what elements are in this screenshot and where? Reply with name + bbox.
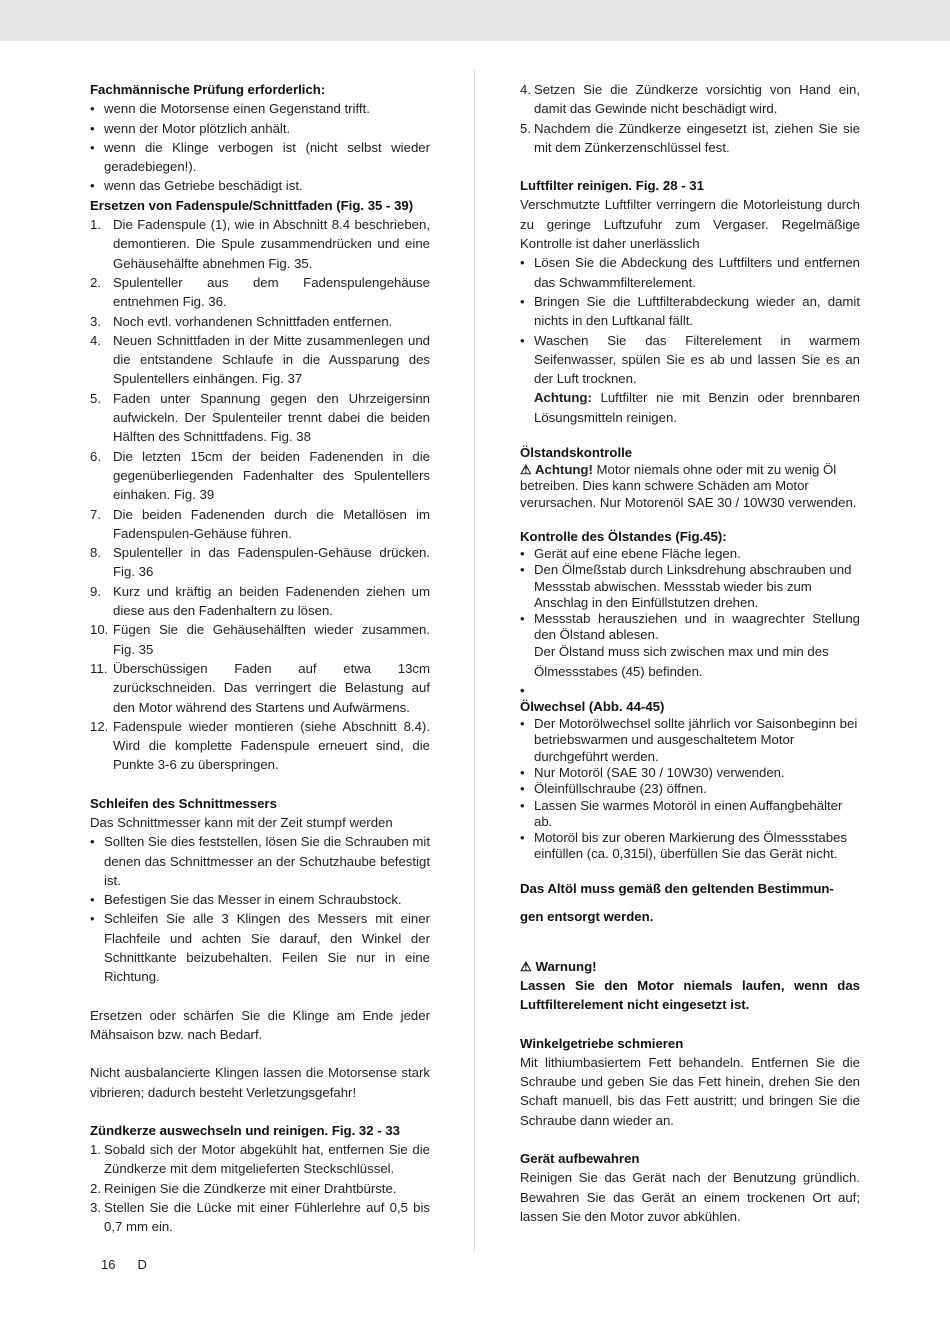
disposal-line-2: gen entsorgt werden.: [520, 908, 654, 924]
list-item: • Bringen Sie die Luftfilterabdeckung wieder an, damit nichts in den Luftkanal fällt.: [520, 293, 860, 329]
oilcheck-list: [520, 546, 860, 644]
bullet-marker: •: [520, 611, 525, 627]
gear-text: Mit lithiumbasiertem Fett behandeln. Entfernen Sie die Schraube und geben Sie das Fett hinein, drehen Sie den Schaft manuell, bis das Fett austritt; und bringen Sie die Schraube dann wieder an.: [520, 1054, 860, 1128]
list-item: • Öleinfüllschraube (23) öffnen.: [520, 781, 707, 797]
storage-text: Reinigen Sie das Gerät nach der Benutzung gründlich. Bewahren Sie das Gerät an einem trockenen Ort auf; lassen Sie den Motor zuvor abkühlen.: [520, 1170, 860, 1224]
column-divider: [474, 70, 475, 1252]
warning-heading: ⚠ Warnung!: [520, 958, 597, 974]
oilcheck-extra-1: Der Ölstand muss sich zwischen max und min des: [534, 643, 829, 659]
plug-steps-continued: [520, 80, 860, 157]
list-item: 1. Sobald sich der Motor abgekühlt hat, entfernen Sie die Zündkerze mit dem mitgelieferten Steckschlüssel.: [90, 1142, 430, 1177]
sharpen-intro: Das Schnittmesser kann mit der Zeit stumpf werden: [90, 814, 393, 830]
list-item: 3. Stellen Sie die Lücke mit einer Fühlerlehre auf 0,5 bis 0,7 mm ein.: [90, 1200, 430, 1235]
bullet-marker: •: [90, 101, 95, 117]
page-number: 16: [101, 1257, 116, 1272]
disposal-line-1: Das Altöl muss gemäß den geltenden Bestimmun-: [520, 880, 834, 896]
bullet-marker: •: [90, 139, 95, 155]
list-item: 3. Noch evtl. vorhandenen Schnittfaden entfernen.: [90, 313, 393, 329]
left-column: [90, 80, 430, 1237]
list-item: 8. Spulenteller in das Fadenspulen-Gehäuse drücken. Fig. 36: [90, 545, 430, 580]
bullet-marker: •: [520, 716, 525, 732]
list-item: 12. Fadenspule wieder montieren (siehe Abschnitt 8.4). Wird die komplette Fadenspule erneuert sind, die Punkte 3-6 zu überspringen.: [90, 718, 430, 773]
bullet-marker: •: [90, 178, 95, 194]
bullet-marker: •: [90, 834, 95, 850]
airfilter-list: [520, 253, 860, 388]
list-item: • wenn die Klinge verbogen ist (nicht selbst wieder geradebiegen!).: [90, 139, 430, 175]
list-item: 5. Faden unter Spannung gegen den Uhrzeigersinn aufwickeln. Der Spulenteiler trennt dabei die beiden Hälften des Schnittfadens. Fig. 38: [90, 390, 430, 445]
list-item: 2. Spulenteller aus dem Fadenspulengehäuse entnehmen Fig. 36.: [90, 274, 430, 310]
sharpen-para-2: Nicht ausbalancierte Klingen lassen die Motorsense stark vibrieren; dadurch besteht Verletzungsgefahr!: [90, 1065, 430, 1100]
bullet-marker: •: [520, 781, 525, 797]
bullet-marker: •: [520, 293, 525, 309]
oilcheck-extra-2: Ölmessstabes (45) befinden.: [534, 664, 703, 680]
airfilter-heading: Luftfilter reinigen. Fig. 28 - 31: [520, 178, 704, 194]
bullet-marker: •: [90, 120, 95, 136]
check-list: [90, 99, 430, 195]
list-item: • wenn der Motor plötzlich anhält.: [90, 119, 430, 138]
oillevel-heading: Ölstandskontrolle: [520, 445, 633, 461]
bullet-marker: •: [520, 332, 525, 348]
warning-icon: ⚠: [520, 958, 532, 974]
sharpen-heading: Schleifen des Schnittmessers: [90, 795, 277, 811]
gear-heading: Winkelgetriebe schmieren: [520, 1035, 684, 1051]
empty-bullet: •: [520, 683, 525, 699]
sharpen-list: [90, 832, 430, 986]
bullet-marker: •: [520, 562, 525, 578]
list-item: • Nur Motoröl (SAE 30 / 10W30) verwenden.: [520, 764, 785, 780]
list-item: • Den Ölmeßstab durch Linksdrehung abschrauben und Messstab abwischen. Messstab wieder bis zum Anschlag in den Einfüllstutzen drehen.: [520, 562, 852, 610]
bullet-marker: •: [520, 255, 525, 271]
list-item: • Befestigen Sie das Messer in einem Schraubstock.: [90, 890, 430, 909]
page-footer: [101, 1257, 169, 1272]
list-item: • wenn die Motorsense einen Gegenstand trifft.: [90, 99, 430, 118]
list-item: 5. Nachdem die Zündkerze eingesetzt ist, ziehen Sie sie mit dem Zünkerzenschlüssel fest.: [520, 120, 860, 155]
list-item: • Gerät auf eine ebene Fläche legen.: [520, 545, 741, 561]
list-item: 4. Setzen Sie die Zündkerze vorsichtig von Hand ein, damit das Gewinde nicht beschädigt wird.: [520, 82, 860, 117]
oilchange-heading: Ölwechsel (Abb. 44-45): [520, 699, 665, 715]
list-item: • wenn das Getriebe beschädigt ist.: [90, 176, 430, 195]
list-item: 10. Fügen Sie die Gehäusehälften wieder zusammen. Fig. 35: [90, 622, 430, 657]
plug-steps: [90, 1140, 430, 1236]
list-item: • Lassen Sie warmes Motoröl in einen Auffangbehälter ab.: [520, 797, 843, 829]
spool-steps: [90, 215, 430, 775]
warning-icon: ⚠: [520, 462, 532, 478]
storage-heading: Gerät aufbewahren: [520, 1151, 640, 1167]
bullet-marker: •: [90, 911, 95, 927]
top-bar: [0, 0, 950, 41]
oilcheck-heading: Kontrolle des Ölstandes (Fig.45):: [520, 528, 727, 544]
list-item: • Messstab herausziehen und in waagrechter Stellung den Ölstand ablesen.: [520, 611, 860, 643]
plug-heading: Zündkerze auswechseln und reinigen. Fig. 32 - 33: [90, 1122, 400, 1138]
right-column: [520, 80, 860, 1226]
oillevel-warning: ⚠ Achtung! Motor niemals ohne oder mit zu wenig Öl betreiben. Dies kann schwere Schäden am Motor verursachen. Nur Motorenöl SAE 30 / 10W30 verwenden.: [520, 462, 857, 510]
sharpen-para-1: Ersetzen oder schärfen Sie die Klinge am Ende jeder Mähsaison bzw. nach Bedarf.: [90, 1007, 430, 1042]
airfilter-intro: Verschmutzte Luftfilter verringern die Motorleistung durch zu geringe Luftzufuhr zum Vergaser. Regelmäßige Kontrolle ist daher unerlässlich: [520, 197, 860, 252]
list-item: 11. Überschüssigen Faden auf etwa 13cm zurückschneiden. Das verringert die Belastung auf den Motor während des Startens und Aufwärmens.: [90, 660, 430, 715]
list-item: • Sollten Sie dies feststellen, lösen Sie die Schrauben mit denen das Schnittmesser an der Schutzhaube befestigt ist.: [90, 834, 430, 888]
list-item: • Waschen Sie das Filterelement in warmem Seifenwasser, spülen Sie es ab und lassen Sie es an der Luft trocknen.: [520, 332, 860, 387]
list-item: 1. Die Fadenspule (1), wie in Abschnitt 8.4 beschrieben, demontieren. Die Spule zusammendrücken und eine Gehäusehälfte abnehmen Fig. 35.: [90, 217, 430, 271]
bullet-marker: •: [90, 892, 95, 908]
bullet-marker: •: [520, 797, 525, 813]
airfilter-note: Achtung: Luftfilter nie mit Benzin oder brennbaren Lösungsmitteln reinigen.: [534, 390, 860, 425]
list-item: 9. Kurz und kräftig an beiden Fadenenden ziehen um diese aus den Fadenhaltern zu lösen.: [90, 583, 430, 619]
list-item: 2. Reinigen Sie die Zündkerze mit einer Drahtbürste.: [90, 1180, 397, 1196]
spool-heading: Ersetzen von Fadenspule/Schnittfaden (Fig. 35 - 39): [90, 197, 414, 213]
language-code: D: [137, 1257, 147, 1272]
bullet-marker: •: [520, 830, 525, 846]
list-item: • Motoröl bis zur oberen Markierung des Ölmessstabes einfüllen (ca. 0,315l), überfüllen Sie das Gerät nicht.: [520, 830, 847, 862]
list-item: 4. Neuen Schnittfaden in der Mitte zusammenlegen und die entstandene Schlaufe in die Aussparung des Spulentellers einhängen. Fig. 37: [90, 332, 430, 387]
list-item: • Der Motorölwechsel sollte jährlich vor Saisonbeginn bei betriebswarmen und ausgeschaltetem Motor durchgeführt werden.: [520, 716, 858, 764]
oilchange-list: [520, 716, 860, 863]
bullet-marker: •: [520, 545, 525, 561]
warning-text: Lassen Sie den Motor niemals laufen, wenn das Luftfilterelement nicht eingesetzt ist.: [520, 977, 860, 1013]
list-item: 7. Die beiden Fadenenden durch die Metallösen im Fadenspulen-Gehäuse führen.: [90, 506, 430, 541]
list-item: • Schleifen Sie alle 3 Klingen des Messers mit einer Flachfeile und achten Sie darauf, den Winkel der Schnittkante beizubehalten. Feilen Sie nur in eine Richtung.: [90, 911, 430, 985]
bullet-marker: •: [520, 764, 525, 780]
list-item: • Lösen Sie die Abdeckung des Luftfilters und entfernen das Schwammfilterelement.: [520, 255, 860, 290]
check-heading: Fachmännische Prüfung erforderlich:: [90, 82, 326, 97]
list-item: 6. Die letzten 15cm der beiden Fadenenden in die gegenüberliegenden Fadenhalter des Spulentellers einhaken. Fig. 39: [90, 448, 430, 503]
